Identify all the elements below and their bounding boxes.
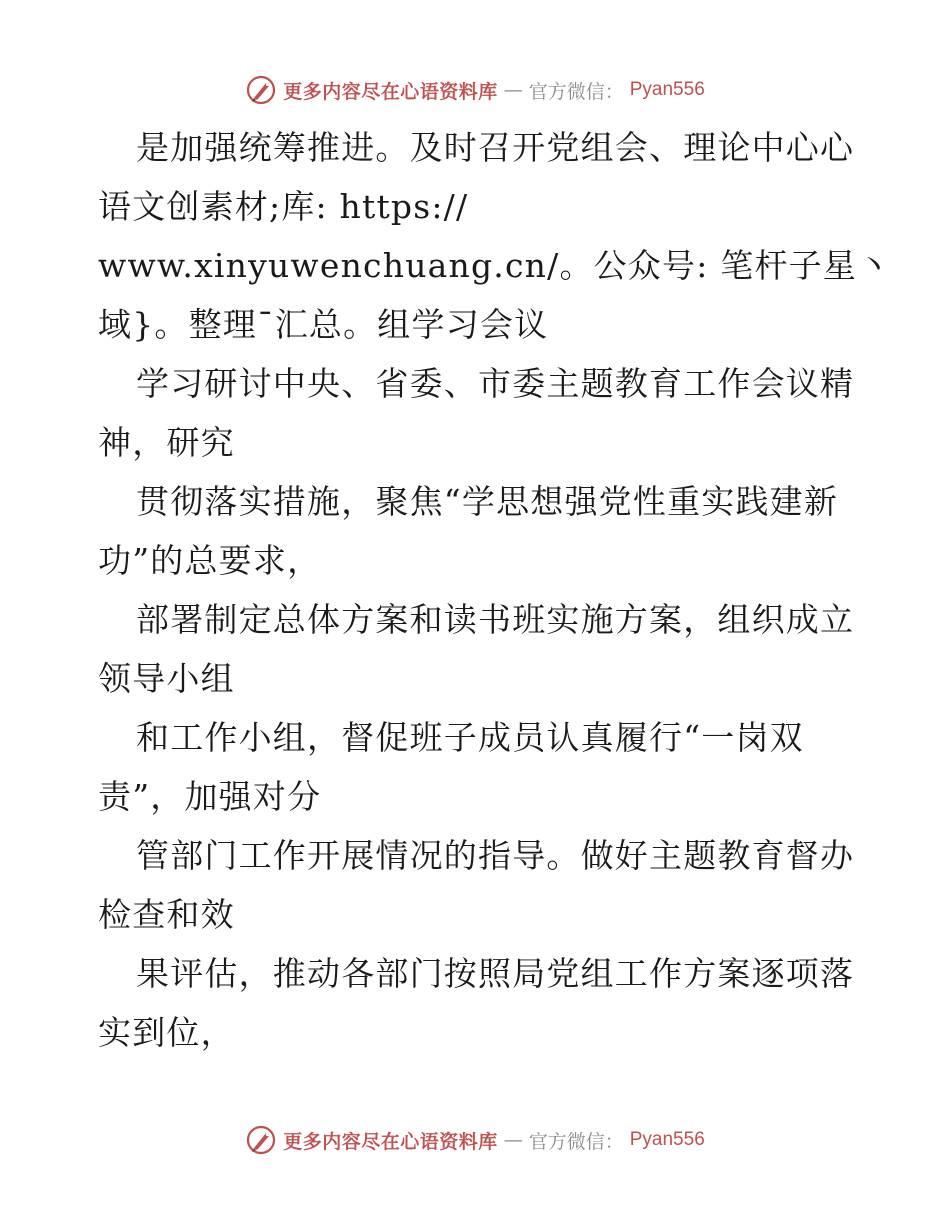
header-watermark-banner [0,70,950,110]
header-wechat-id: Pyan556 [629,79,705,100]
body-text-line: 实到位， [98,1013,235,1052]
body-text-line: 检查和效 [98,895,235,934]
quill-pen-logo-icon [245,1124,277,1156]
footer-watermark-banner [0,1120,950,1160]
body-text [98,118,892,1062]
body-text-line: 域}。整理¯汇总。组学习会议 [98,305,549,344]
footer-wechat-label: 官方微信： [528,1130,624,1153]
footer-site-text: 更多内容尽在心语资料库 [283,1130,498,1153]
body-text-line: 部署制定总体方案和读书班实施方案，组织成立 [136,600,855,639]
footer-wechat-id: Pyan556 [629,1129,705,1150]
body-text-line: 神，研究 [98,423,235,462]
body-text-line: 和工作小组，督促班子成员认真履行“一岗双 [136,718,804,757]
header-site-text: 更多内容尽在心语资料库 [283,80,498,103]
body-text-line: 果评估，推动各部门按照局党组工作方案逐项落 [136,954,855,993]
body-text-line: 学习研讨中央、省委、市委主题教育工作会议精 [136,364,855,403]
body-text-line: 是加强统筹推进。及时召开党组会、理论中心心 [136,128,855,167]
header-wechat-label: 官方微信： [528,80,624,103]
header-separator: — [503,79,523,101]
quill-pen-logo-icon [245,74,277,106]
body-text-line: 管部门工作开展情况的指导。做好主题教育督办 [136,836,855,875]
body-text-line: 语文创素材;库: https:// [98,187,469,226]
body-text-line: 领导小组 [98,659,235,698]
body-text-line: 贯彻落实措施，聚焦“学思想强党性重实践建新 [136,482,839,521]
body-text-line: 功”的总要求， [98,541,322,580]
body-text-line: www.xinyuwenchuang.cn/。公众号: 笔杆子星丶 [98,246,892,285]
footer-separator: — [503,1129,523,1151]
body-text-line: 责”，加强对分 [98,777,322,816]
